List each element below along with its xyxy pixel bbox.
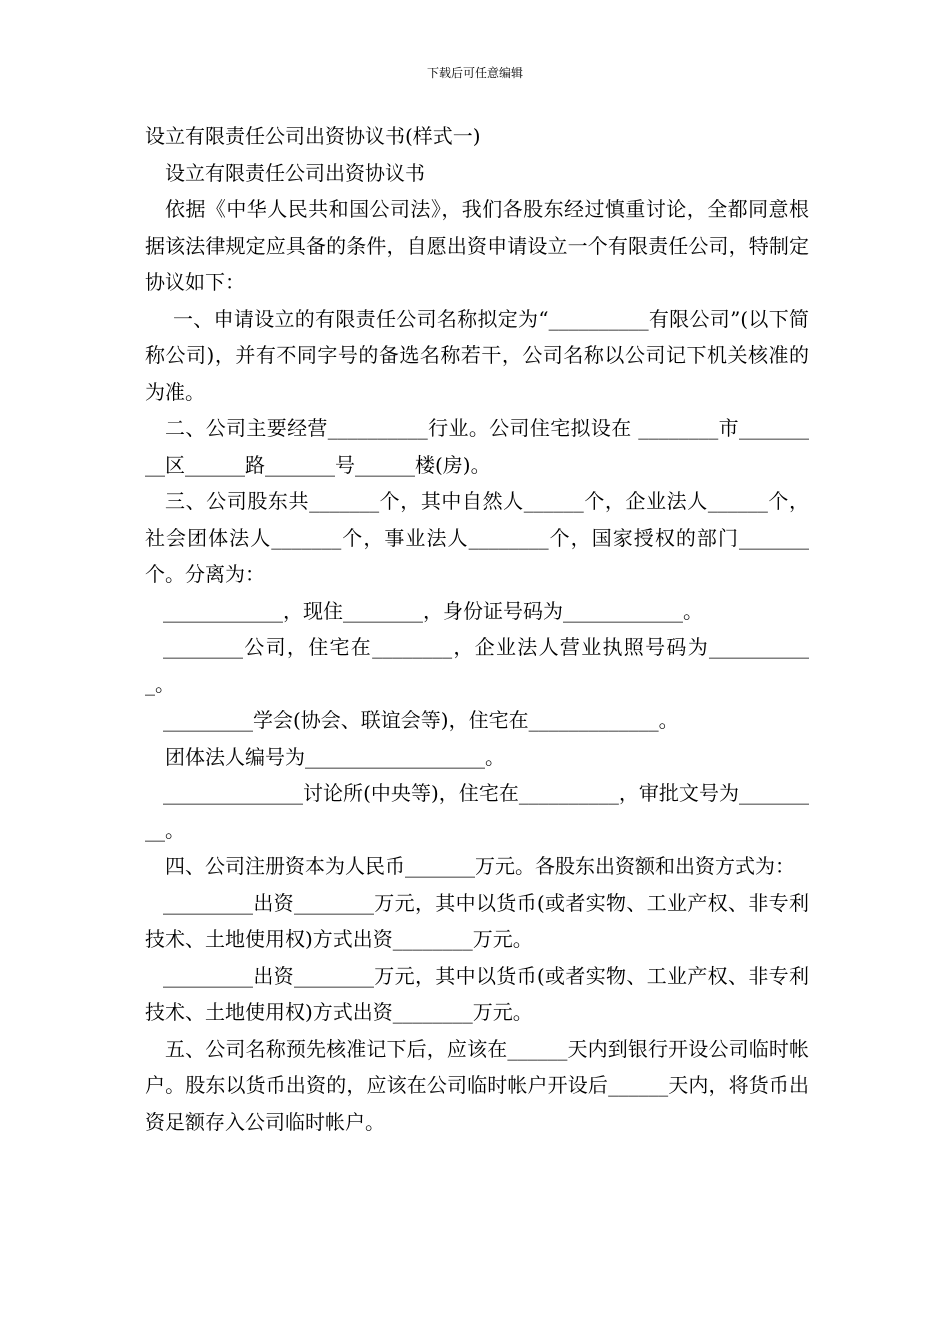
group-number-line: 团体法人编号为__________________。 [165,744,505,769]
clause-3: 三、公司股东共_______个，其中自然人______个，企业法人______个，社会团体法人_______个，事业法人________个，国家授权的部门_______个。分离为： [145,489,809,586]
document-body [145,118,809,1140]
company-line: ________公司，住宅在________，企业法人营业执照号码为___________。 [145,635,809,696]
document-title: 设立有限责任公司出资协议书(样式一) [145,124,481,148]
society-line: _________学会(协会、联谊会等)，住宅在_____________。 [163,708,679,732]
clause-1: 一、申请设立的有限责任公司名称拟定为“__________有限公司”(以下简称公司)，并有不同字号的备选名称若干，公司名称以公司记下机关核准的为准。 [145,306,809,404]
contribution-line-1: _________出资________万元，其中以货币(或者实物、工业产权、非专利技术、土地使用权)方式出资________万元。 [145,890,809,951]
clause-2: 二、公司主要经营__________行业。公司住宅拟设在 ________市_________区______路_______号______楼(房)。 [145,416,809,477]
contribution-line-2: _________出资________万元，其中以货币(或者实物、工业产权、非专利技术、土地使用权)方式出资________万元。 [145,963,809,1024]
natural-person-line: ____________，现住________，身份证号码为____________。 [163,598,703,623]
clause-4: 四、公司注册资本为人民币_______万元。各股东出资额和出资方式为： [165,854,795,878]
institute-line: ______________讨论所(中央等)，住宅在__________，审批文号为_________。 [145,781,809,842]
intro-paragraph: 依据《中华人民共和国公司法》，我们各股东经过慎重讨论，全都同意根据该法律规定应具备的条件，自愿出资申请设立一个有限责任公司，特制定协议如下： [145,197,809,294]
page-header: 下载后可任意编辑 [426,66,523,80]
document-subtitle: 设立有限责任公司出资协议书 [165,160,425,185]
clause-5: 五、公司名称预先核准记下后，应该在______天内到银行开设公司临时帐户。股东以货币出资的，应该在公司临时帐户开设后______天内，将货币出资足额存入公司临时帐户。 [145,1036,809,1134]
